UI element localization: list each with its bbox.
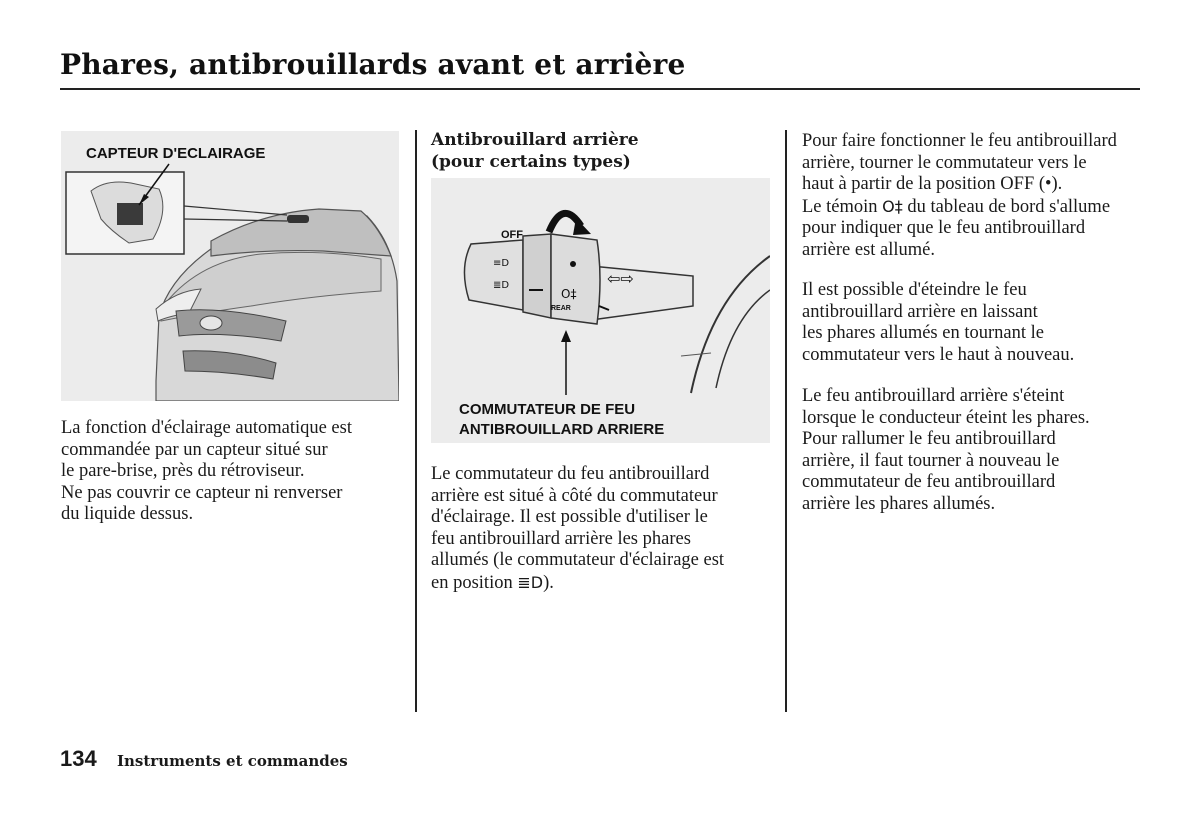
rear-fog-light-icon: O‡ (882, 196, 903, 216)
svg-text:O‡: O‡ (561, 287, 577, 301)
text-line: les phares allumés en tournant le (802, 323, 1044, 343)
text-line: Ne pas couvrir ce capteur ni renverser (61, 482, 343, 503)
text-line (431, 572, 776, 595)
text-fragment: du tableau de bord s'allume (907, 196, 1111, 217)
figure-label-light-sensor: CAPTEUR D'ECLAIRAGE (86, 145, 266, 162)
col3-paragraph-3 (802, 386, 1142, 515)
rear-text: REAR (551, 305, 571, 312)
svg-text:≡D: ≡D (493, 258, 510, 269)
text-line: La fonction d'éclairage automatique est (61, 418, 352, 438)
text-line: commandée par un capteur situé sur (61, 439, 328, 460)
text-line: Le feu antibrouillard arrière s'éteint (802, 386, 1065, 406)
text-line: allumés (le commutateur d'éclairage est (431, 550, 725, 570)
text-line: arrière, il faut tourner à nouveau le (802, 450, 1060, 471)
rear-fog-heading (431, 130, 776, 173)
col3-paragraph-2 (802, 280, 1142, 366)
light-sensor-figure (61, 131, 399, 401)
svg-text:⇦⇨: ⇦⇨ (607, 269, 634, 288)
svg-text:≣D: ≣D (493, 280, 510, 291)
page-title: Phares, antibrouillards avant et arrière (60, 48, 686, 81)
text-line: du liquide dessus. (61, 504, 194, 524)
text-fragment: ). (543, 572, 554, 593)
heading-line: Antibrouillard arrière (431, 130, 639, 150)
text-line: commutateur de feu antibrouillard (802, 472, 1056, 492)
text-fragment: en position (431, 572, 518, 593)
text-line: pour indiquer que le feu antibrouillard (802, 218, 1086, 238)
page-number: 134 (60, 746, 97, 771)
text-line: d'éclairage. Il est possible d'utiliser le (431, 507, 708, 527)
text-line: Pour rallumer le feu antibrouillard (802, 429, 1056, 449)
text-line: arrière les phares allumés. (802, 493, 996, 514)
text-line: commutateur vers le haut à nouveau. (802, 344, 1075, 365)
text-line: lorsque le conducteur éteint les phares. (802, 407, 1090, 428)
text-line: arrière est allumé. (802, 239, 936, 260)
text-line: le pare-brise, près du rétroviseur. (61, 461, 305, 481)
text-fragment: Le témoin (802, 196, 883, 217)
headlight-high-beam-icon: ≣D (517, 572, 544, 592)
rear-fog-switch-figure (431, 178, 770, 443)
text-line: Il est possible d'éteindre le feu (802, 280, 1027, 300)
title-rule (60, 88, 1140, 90)
car-illustration (61, 131, 399, 401)
section-name: Instruments et commandes (117, 752, 348, 770)
text-line: arrière, tourner le commutateur vers le (802, 152, 1087, 173)
col1-paragraph (61, 418, 406, 526)
text-line: arrière est situé à côté du commutateur (431, 485, 718, 506)
col2-paragraph (431, 464, 776, 594)
col3-paragraph-1 (802, 131, 1142, 261)
off-text: OFF (501, 229, 523, 241)
column-divider-2 (785, 130, 787, 712)
text-line: antibrouillard arrière en laissant (802, 301, 1038, 322)
text-line (802, 196, 1142, 219)
label-line: ANTIBROUILLARD ARRIERE (459, 421, 665, 438)
column-divider-1 (415, 130, 417, 712)
text-line: Pour faire fonctionner le feu antibrouillard (802, 131, 1117, 151)
label-line: COMMUTATEUR DE FEU (459, 401, 636, 418)
text-line: Le commutateur du feu antibrouillard (431, 464, 710, 484)
text-line: haut à partir de la position OFF (•). (802, 174, 1063, 194)
figure-label-rear-fog-switch (459, 400, 664, 440)
text-line: feu antibrouillard arrière les phares (431, 528, 691, 549)
heading-line: (pour certains types) (431, 151, 631, 172)
